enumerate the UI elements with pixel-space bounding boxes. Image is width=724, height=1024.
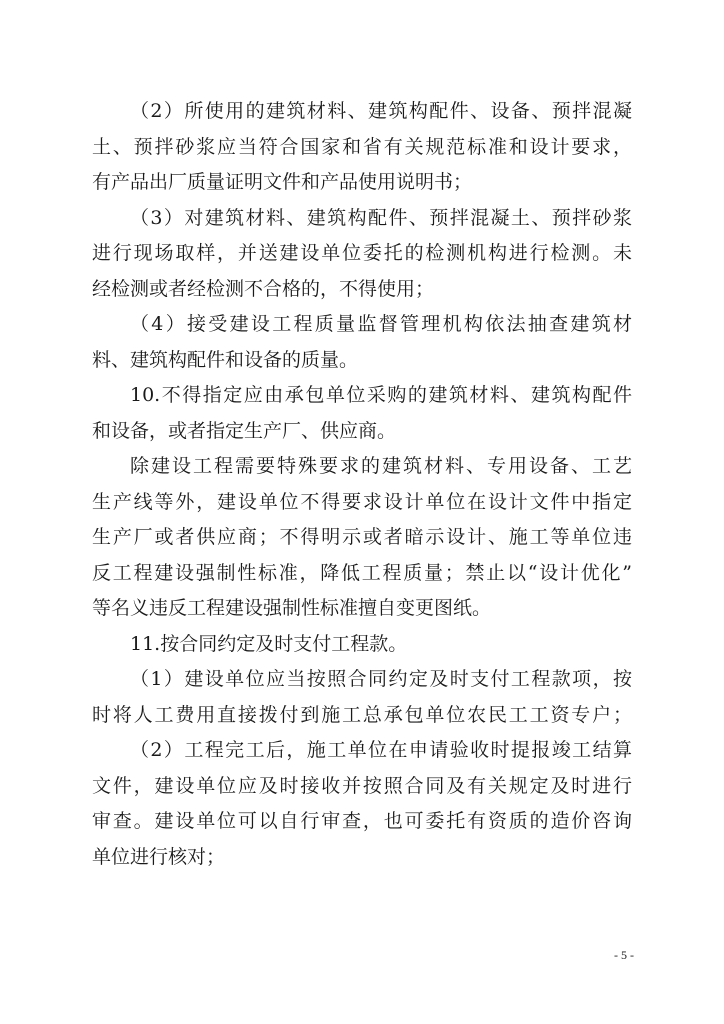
text-line: 生产线等外，建设单位不得要求设计单位在设计文件中指定 [92,490,632,513]
text-line: 生产厂或者供应商；不得明示或者暗示设计、施工等单位违 [92,526,632,548]
text-line: 单位进行核对； [92,845,226,868]
text-line: 10.不得指定应由承包单位采购的建筑材料、建筑构配件 [130,384,632,406]
text-line: 11.按合同约定及时支付工程款。 [130,632,408,655]
text-line: 土、预拌砂浆应当符合国家和省有关规范标准和设计要求， [92,135,632,158]
text-line: 等名义违反工程建设强制性标准擅自变更图纸。 [92,597,492,619]
text-line: 和设备，或者指定生产厂、供应商。 [92,419,397,442]
text-line: 审查。建设单位可以自行审查，也可委托有资质的造价咨询 [92,810,632,832]
document-body [92,94,632,875]
text-line: 文件，建设单位应及时接收并按照合同及有关规定及时进行 [92,774,632,797]
text-line: 时将人工费用直接拨付到施工总承包单位农民工工资专户； [92,703,632,726]
text-line: （2）所使用的建筑材料、建筑构配件、设备、预拌混凝 [130,100,632,122]
text-line: 料、建筑构配件和设备的质量。 [92,348,359,371]
page-number: - 5 - [614,948,634,962]
text-line: 经检测或者经检测不合格的，不得使用； [92,277,435,300]
text-line: （2）工程完工后，施工单位在申请验收时提报竣工结算 [130,739,632,761]
text-line: （1）建设单位应当按照合同约定及时支付工程款项，按 [130,668,632,690]
text-line: 有产品出厂质量证明文件和产品使用说明书； [92,171,473,193]
text-line: 反工程建设强制性标准，降低工程质量；禁止以“设计优化” [92,561,632,584]
text-line: （3）对建筑材料、建筑构配件、预拌混凝土、预拌砂浆 [130,206,632,229]
text-line: 进行现场取样，并送建设单位委托的检测机构进行检测。未 [92,242,632,264]
text-line: （4）接受建设工程质量监督管理机构依法抽查建筑材 [130,313,632,335]
text-line: 除建设工程需要特殊要求的建筑材料、专用设备、工艺 [130,455,632,477]
